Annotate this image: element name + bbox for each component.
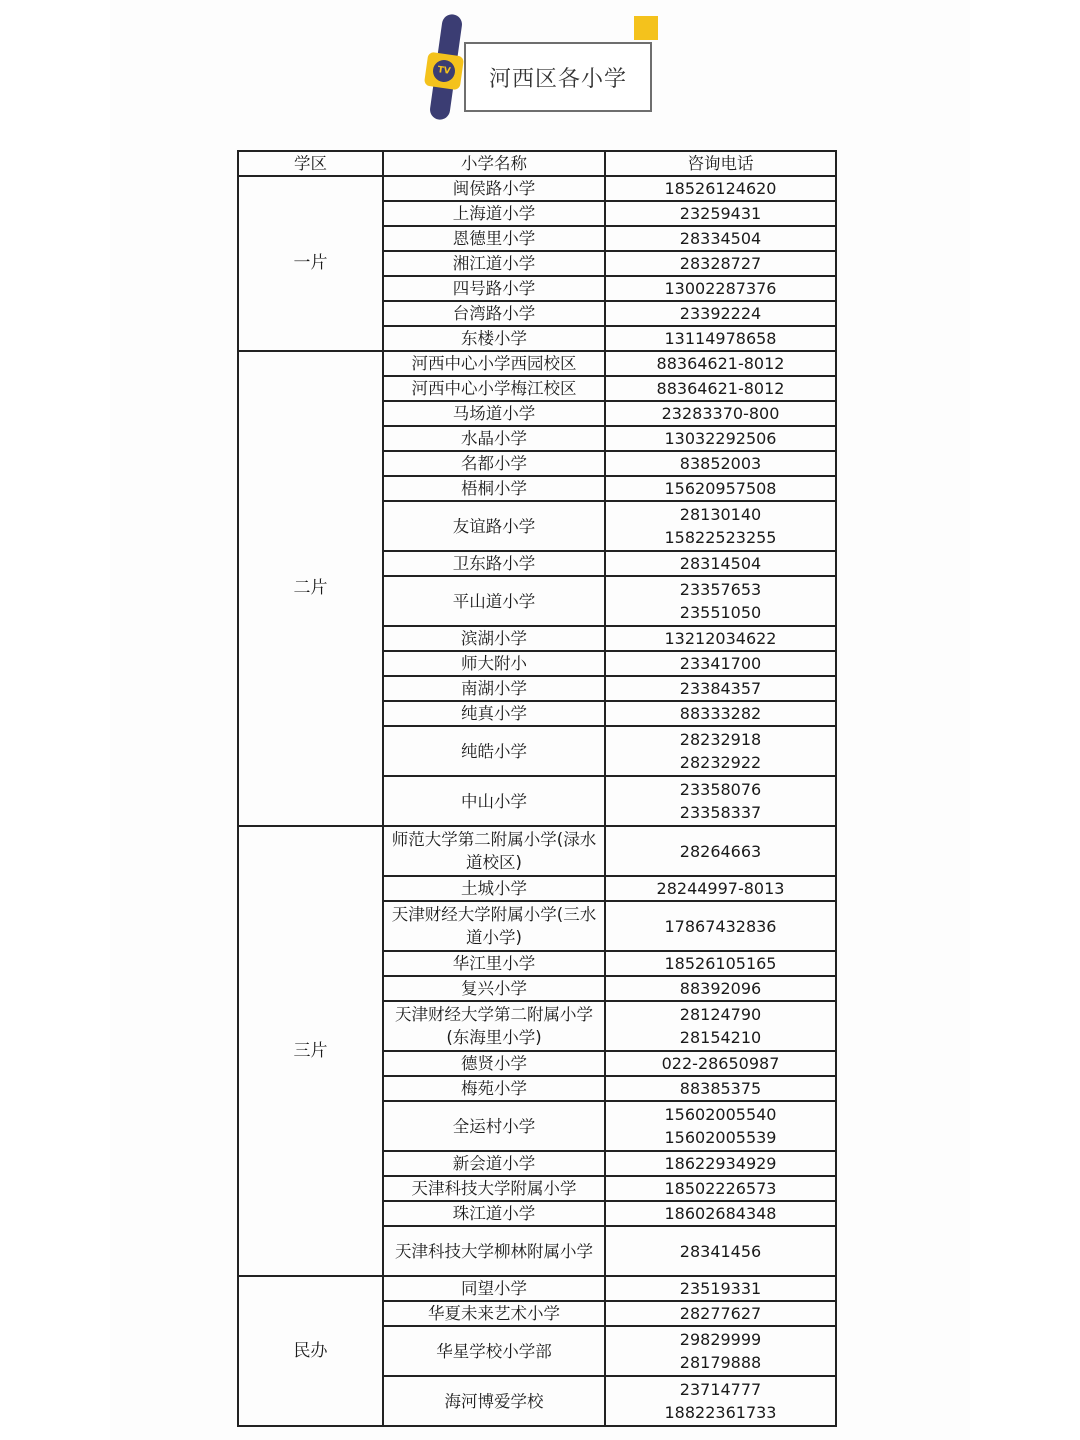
phone-cell: [605, 451, 836, 476]
phone-cell: [605, 1101, 836, 1151]
school-name-cell: 河西中心小学梅江校区: [383, 376, 605, 401]
phone-cell: [605, 1226, 836, 1276]
table-row: [238, 826, 836, 876]
table-header-row: [238, 151, 836, 176]
school-name-cell: 恩德里小学: [383, 226, 605, 251]
school-name-cell: 中山小学: [383, 776, 605, 826]
school-name-cell: 师范大学第二附属小学(渌水道校区): [383, 826, 605, 876]
phone-number: 28179888: [679, 1353, 762, 1372]
title-header: [420, 14, 665, 124]
school-name-cell: 天津财经大学第二附属小学(东海里小学): [383, 1001, 605, 1051]
school-name-cell: 同望小学: [383, 1276, 605, 1301]
phone-number: 23384357: [679, 679, 762, 698]
phone-number: 23392224: [679, 304, 762, 323]
school-name-cell: 湘江道小学: [383, 251, 605, 276]
phone-number: 28124790: [679, 1005, 762, 1024]
school-name-cell: 马场道小学: [383, 401, 605, 426]
school-name-cell: 华江里小学: [383, 951, 605, 976]
phone-number: 15602005539: [664, 1128, 777, 1147]
phone-number: 88385375: [679, 1079, 762, 1098]
school-name-cell: 全运村小学: [383, 1101, 605, 1151]
phone-cell: [605, 1376, 836, 1426]
school-name-cell: 梧桐小学: [383, 476, 605, 501]
phone-cell: [605, 426, 836, 451]
phone-cell: [605, 826, 836, 876]
phone-number: 23714777: [679, 1380, 762, 1399]
phone-number: 13114978658: [664, 329, 777, 348]
phone-cell: [605, 976, 836, 1001]
school-name-cell: 纯真小学: [383, 701, 605, 726]
phone-cell: [605, 376, 836, 401]
phone-cell: [605, 776, 836, 826]
column-header-district: 学区: [238, 151, 383, 176]
school-name-cell: 复兴小学: [383, 976, 605, 1001]
district-cell: 二片: [238, 351, 383, 826]
phone-number: 18602684348: [664, 1204, 777, 1223]
phone-cell: [605, 351, 836, 376]
phone-number: 022-28650987: [661, 1054, 780, 1073]
page-title: 河西区各小学: [464, 42, 652, 112]
school-name-cell: 梅苑小学: [383, 1076, 605, 1101]
phone-cell: [605, 251, 836, 276]
phone-cell: [605, 401, 836, 426]
school-name-cell: 东楼小学: [383, 326, 605, 351]
phone-number: 88333282: [679, 704, 762, 723]
phone-cell: [605, 576, 836, 626]
table-body: [238, 176, 836, 1426]
school-name-cell: 新会道小学: [383, 1151, 605, 1176]
phone-cell: [605, 226, 836, 251]
phone-cell: [605, 1151, 836, 1176]
phone-cell: [605, 176, 836, 201]
school-name-cell: 纯皓小学: [383, 726, 605, 776]
phone-number: 15620957508: [664, 479, 777, 498]
table-row: [238, 1276, 836, 1301]
phone-number: 18502226573: [664, 1179, 777, 1198]
district-cell: 一片: [238, 176, 383, 351]
phone-number: 18822361733: [664, 1403, 777, 1422]
school-name-cell: 海河博爱学校: [383, 1376, 605, 1426]
phone-number: 88392096: [679, 979, 762, 998]
phone-cell: [605, 201, 836, 226]
phone-number: 13032292506: [664, 429, 777, 448]
phone-number: 13002287376: [664, 279, 777, 298]
phone-number: 23358076: [679, 780, 762, 799]
phone-cell: [605, 726, 836, 776]
phone-number: 28264663: [679, 841, 762, 861]
phone-number: 29829999: [679, 1330, 762, 1349]
phone-number: 28341456: [679, 1241, 762, 1261]
phone-number: 18526105165: [664, 954, 777, 973]
school-name-cell: 天津财经大学附属小学(三水道小学): [383, 901, 605, 951]
phone-number: 28328727: [679, 254, 762, 273]
phone-number: 13212034622: [664, 629, 777, 648]
phone-number: 23357653: [679, 580, 762, 599]
phone-cell: [605, 1076, 836, 1101]
phone-number: 23259431: [679, 204, 762, 223]
school-name-cell: 华星学校小学部: [383, 1326, 605, 1376]
school-name-cell: 水晶小学: [383, 426, 605, 451]
school-name-cell: 四号路小学: [383, 276, 605, 301]
school-name-cell: 德贤小学: [383, 1051, 605, 1076]
school-name-cell: 师大附小: [383, 651, 605, 676]
school-name-cell: 平山道小学: [383, 576, 605, 626]
school-name-cell: 上海道小学: [383, 201, 605, 226]
phone-cell: [605, 501, 836, 551]
phone-cell: [605, 626, 836, 651]
phone-number: 28130140: [679, 505, 762, 524]
phone-number: 23519331: [679, 1279, 762, 1298]
phone-cell: [605, 1301, 836, 1326]
phone-number: 23551050: [679, 603, 762, 622]
tv-icon: TV: [432, 59, 457, 84]
decor-square: [634, 16, 658, 40]
school-name-cell: 华夏未来艺术小学: [383, 1301, 605, 1326]
column-header-school-name: 小学名称: [383, 151, 605, 176]
phone-number: 28244997-8013: [656, 879, 785, 898]
phone-number: 15822523255: [664, 528, 777, 547]
phone-cell: [605, 951, 836, 976]
school-name-cell: 南湖小学: [383, 676, 605, 701]
school-name-cell: 珠江道小学: [383, 1201, 605, 1226]
phone-cell: [605, 301, 836, 326]
school-name-cell: 天津科技大学附属小学: [383, 1176, 605, 1201]
phone-cell: [605, 551, 836, 576]
phone-cell: [605, 1326, 836, 1376]
school-name-cell: 河西中心小学西园校区: [383, 351, 605, 376]
phone-cell: [605, 1276, 836, 1301]
phone-number: 23341700: [679, 654, 762, 673]
table-row: [238, 351, 836, 376]
phone-number: 15602005540: [664, 1105, 777, 1124]
phone-cell: [605, 701, 836, 726]
phone-cell: [605, 276, 836, 301]
phone-number: 28334504: [679, 229, 762, 248]
phone-cell: [605, 1176, 836, 1201]
school-name-cell: 天津科技大学柳林附属小学: [383, 1226, 605, 1276]
phone-cell: [605, 651, 836, 676]
phone-number: 18622934929: [664, 1154, 777, 1173]
school-name-cell: 台湾路小学: [383, 301, 605, 326]
phone-number: 28154210: [679, 1028, 762, 1047]
phone-number: 83852003: [679, 454, 762, 473]
phone-number: 88364621-8012: [656, 354, 785, 373]
school-name-cell: 卫东路小学: [383, 551, 605, 576]
phone-number: 23283370-800: [661, 404, 780, 423]
phone-number: 17867432836: [664, 916, 777, 936]
phone-cell: [605, 476, 836, 501]
school-name-cell: 友谊路小学: [383, 501, 605, 551]
phone-cell: [605, 1051, 836, 1076]
phone-number: 28232918: [679, 730, 762, 749]
school-name-cell: 名都小学: [383, 451, 605, 476]
school-name-cell: 闽侯路小学: [383, 176, 605, 201]
phone-number: 28277627: [679, 1304, 762, 1323]
phone-number: 23358337: [679, 803, 762, 822]
phone-cell: [605, 1201, 836, 1226]
phone-number: 28314504: [679, 554, 762, 573]
phone-cell: [605, 901, 836, 951]
phone-number: 88364621-8012: [656, 379, 785, 398]
school-name-cell: 土城小学: [383, 876, 605, 901]
schools-table: [237, 150, 837, 1427]
school-name-cell: 滨湖小学: [383, 626, 605, 651]
column-header-phone: 咨询电话: [605, 151, 836, 176]
phone-cell: [605, 676, 836, 701]
microphone-head-icon: [424, 52, 464, 91]
phone-number: 18526124620: [664, 179, 777, 198]
district-cell: 民办: [238, 1276, 383, 1426]
table-row: [238, 176, 836, 201]
phone-cell: [605, 1001, 836, 1051]
phone-cell: [605, 326, 836, 351]
district-cell: 三片: [238, 826, 383, 1276]
phone-number: 28232922: [679, 753, 762, 772]
phone-cell: [605, 876, 836, 901]
